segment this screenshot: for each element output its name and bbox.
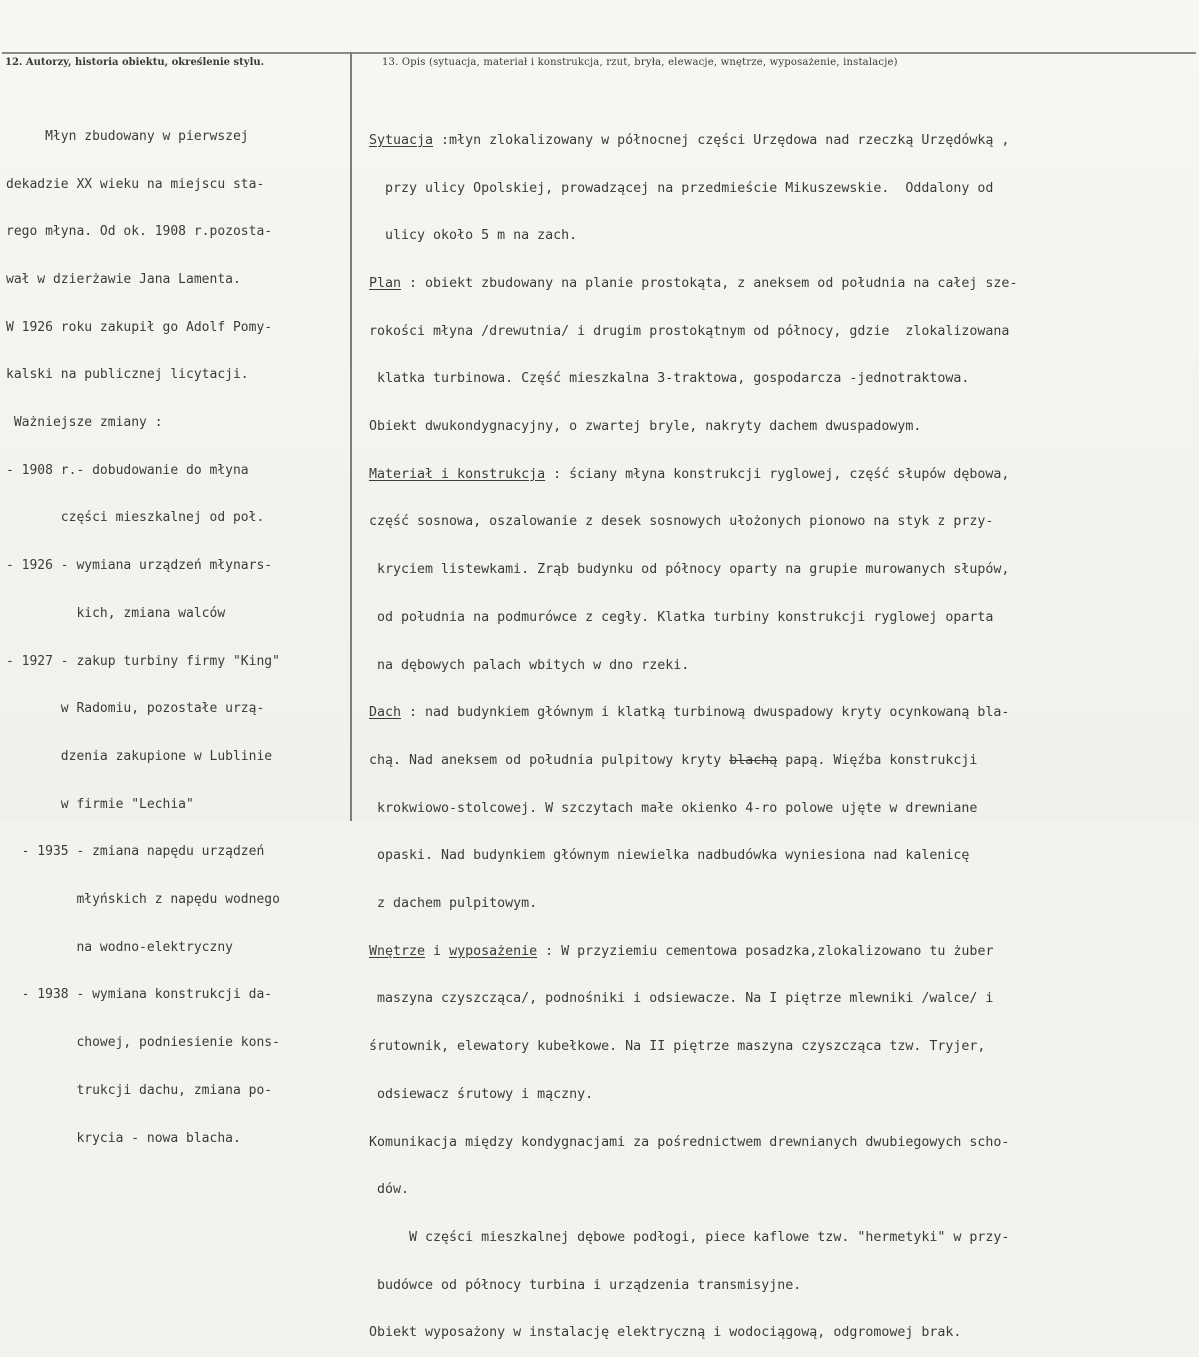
wyposazenie-label: wyposażenie xyxy=(449,943,538,959)
dach-text: papą. Więźba konstrukcji xyxy=(777,752,978,768)
wnetrze-text: : W przyziemiu cementowa posadzka,zlokalizowano tu żuber xyxy=(537,943,994,959)
sytuacja-line xyxy=(369,133,1189,149)
left-line: części mieszkalnej od poł. xyxy=(6,510,265,526)
left-line: na wodno-elektryczny xyxy=(6,939,233,955)
sytuacja-line: przy ulicy Opolskiej, prowadzącej na przedmieście Mikuszewskie. Oddalony od xyxy=(369,180,994,196)
top-rule xyxy=(2,52,1196,54)
dach-line: opaski. Nad budynkiem głównym niewielka nadbudówka wyniesiona nad kalenicę xyxy=(369,848,970,864)
right-column-description xyxy=(369,101,1189,1357)
left-line: chowej, podniesienie kons- xyxy=(6,1035,280,1051)
left-line: Młyn zbudowany w pierwszej xyxy=(6,128,249,144)
wnetrze-label: Wnętrze xyxy=(369,943,426,959)
plan-line xyxy=(369,276,1189,292)
header-authors-history: 12. Autorzy, historia obiektu, określenie stylu. xyxy=(5,57,265,68)
material-line xyxy=(369,467,1189,483)
dach-line: krokwiowo-stolcowej. W szczytach małe okienko 4-ro polowe ujęte w drewniane xyxy=(369,800,978,816)
piece-line: W części mieszkalnej dębowe podłogi, piece kaflowe tzw. "hermetyki" w przy- xyxy=(369,1229,1010,1245)
left-line: dzenia zakupione w Lublinie xyxy=(6,748,273,764)
wnetrze-line: odsiewacz śrutowy i mączny. xyxy=(369,1086,594,1102)
piece-line: budówce od północy turbina i urządzenia transmisyjne. xyxy=(369,1277,802,1293)
plan-label: Plan xyxy=(369,275,402,291)
left-line: Ważniejsze zmiany : xyxy=(6,415,163,431)
material-text: : ściany młyna konstrukcji ryglowej, część słupów dębowa, xyxy=(545,466,1010,482)
material-line: od południa na podmurówce z cegły. Klatka turbiny konstrukcji ryglowej oparta xyxy=(369,609,994,625)
wnetrze-line: maszyna czyszcząca/, podnośniki i odsiewacze. Na I piętrze mlewniki /walce/ i xyxy=(369,991,994,1007)
instalacje-line: Obiekt wyposażony w instalację elektryczną i wodociągową, odgromowej brak. xyxy=(369,1325,962,1341)
struck-word: blachą xyxy=(729,752,778,768)
left-line: trukcji dachu, zmiana po- xyxy=(6,1082,273,1098)
left-line: rego młyna. Od ok. 1908 r.pozosta- xyxy=(6,224,273,240)
material-line: na dębowych palach wbitych w dno rzeki. xyxy=(369,657,690,673)
dach-text: : nad budynkiem głównym i klatką turbinową dwuspadowy kryty ocynkowaną bla- xyxy=(401,705,1010,721)
material-label: Materiał i konstrukcja xyxy=(369,466,546,482)
dach-line xyxy=(369,753,1189,769)
left-line: młyńskich z napędu wodnego xyxy=(6,892,280,908)
wnetrze-conj: i xyxy=(425,943,450,959)
left-line: - 1926 - wymiana urządzeń młynars- xyxy=(6,558,273,574)
left-line: - 1908 r.- dobudowanie do młyna xyxy=(6,462,249,478)
komunikacja-line: dów. xyxy=(369,1182,410,1198)
sytuacja-text: :młyn zlokalizowany w północnej części Urzędowa nad rzeczką Urzędówką , xyxy=(433,132,1010,148)
material-line: kryciem listewkami. Zrąb budynku od północy oparty na grupie murowanych słupów, xyxy=(369,562,1010,578)
plan-line: klatka turbinowa. Część mieszkalna 3-traktowa, gospodarcza -jednotraktowa. xyxy=(369,371,970,387)
dach-text: chą. Nad aneksem od południa pulpitowy kryty xyxy=(369,752,730,768)
sytuacja-label: Sytuacja xyxy=(369,132,434,148)
wnetrze-line: śrutownik, elewatory kubełkowe. Na II piętrze maszyna czyszcząca tzw. Tryjer, xyxy=(369,1039,986,1055)
left-line: - 1938 - wymiana konstrukcji da- xyxy=(6,987,273,1003)
left-line: krycia - nowa blacha. xyxy=(6,1130,241,1146)
left-line: w Radomiu, pozostałe urzą- xyxy=(6,701,265,717)
dach-label: Dach xyxy=(369,705,402,721)
left-line: W 1926 roku zakupił go Adolf Pomy- xyxy=(6,319,273,335)
left-column-history xyxy=(6,97,351,1162)
bryla-line: Obiekt dwukondygnacyjny, o zwartej bryle, nakryty dachem dwuspadowym. xyxy=(369,419,922,435)
dach-line xyxy=(369,705,1189,721)
wnetrze-line xyxy=(369,944,1189,960)
left-line: kalski na publicznej licytacji. xyxy=(6,367,249,383)
left-line: w firmie "Lechia" xyxy=(6,796,194,812)
plan-text: : obiekt zbudowany na planie prostokąta, z aneksem od południa na całej sze- xyxy=(401,275,1018,291)
left-line: wał w dzierżawie Jana Lamenta. xyxy=(6,271,241,287)
left-line: dekadzie XX wieku na miejscu sta- xyxy=(6,176,265,192)
left-line: - 1927 - zakup turbiny firmy "King" xyxy=(6,653,280,669)
plan-line: rokości młyna /drewutnia/ i drugim prostokątnym od północy, gdzie zlokalizowana xyxy=(369,323,1010,339)
left-line: - 1935 - zmiana napędu urządzeń xyxy=(6,844,265,860)
sytuacja-line: ulicy około 5 m na zach. xyxy=(369,228,578,244)
header-description: 13. Opis (sytuacja, materiał i konstrukcja, rzut, bryła, elewacje, wnętrze, wyposażenie, instalacje) xyxy=(382,57,898,68)
left-line: kich, zmiana walców xyxy=(6,605,226,621)
material-line: część sosnowa, oszalowanie z desek sosnowych ułożonych pionowo na styk z przy- xyxy=(369,514,994,530)
komunikacja-line: Komunikacja między kondygnacjami za pośrednictwem drewnianych dwubiegowych scho- xyxy=(369,1134,1010,1150)
dach-line: z dachem pulpitowym. xyxy=(369,896,538,912)
